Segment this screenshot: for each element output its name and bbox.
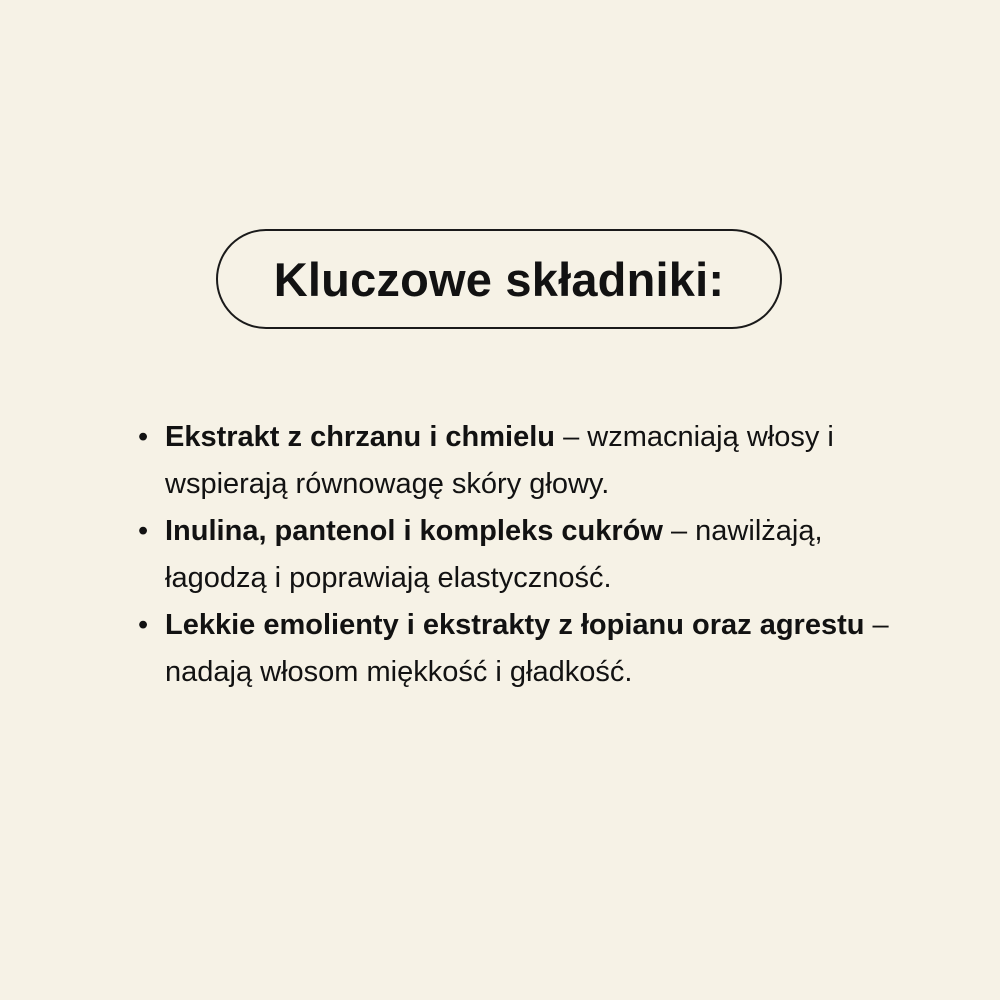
ingredients-list [138, 414, 898, 696]
page-title: Kluczowe składniki: [273, 252, 725, 306]
bullet-icon: • [138, 421, 149, 453]
ingredient-name: Inulina, pantenol i kompleks cukrów [165, 515, 663, 547]
list-item [138, 414, 898, 508]
ingredient-description: – nadają włosom miękkość i gładkość. [165, 609, 889, 688]
title-pill [216, 229, 782, 329]
bullet-icon: • [138, 609, 149, 641]
bullet-icon: • [138, 515, 149, 547]
ingredient-description: – nawilżają, łagodzą i poprawiają elastyczność. [165, 515, 823, 594]
ingredient-name: Ekstrakt z chrzanu i chmielu [165, 421, 556, 453]
list-item [138, 602, 898, 696]
ingredient-description: – wzmacniają włosy i wspierają równowagę skóry głowy. [165, 421, 834, 500]
ingredient-name: Lekkie emolienty i ekstrakty z łopianu oraz agrestu [165, 609, 865, 641]
list-item [138, 508, 898, 602]
